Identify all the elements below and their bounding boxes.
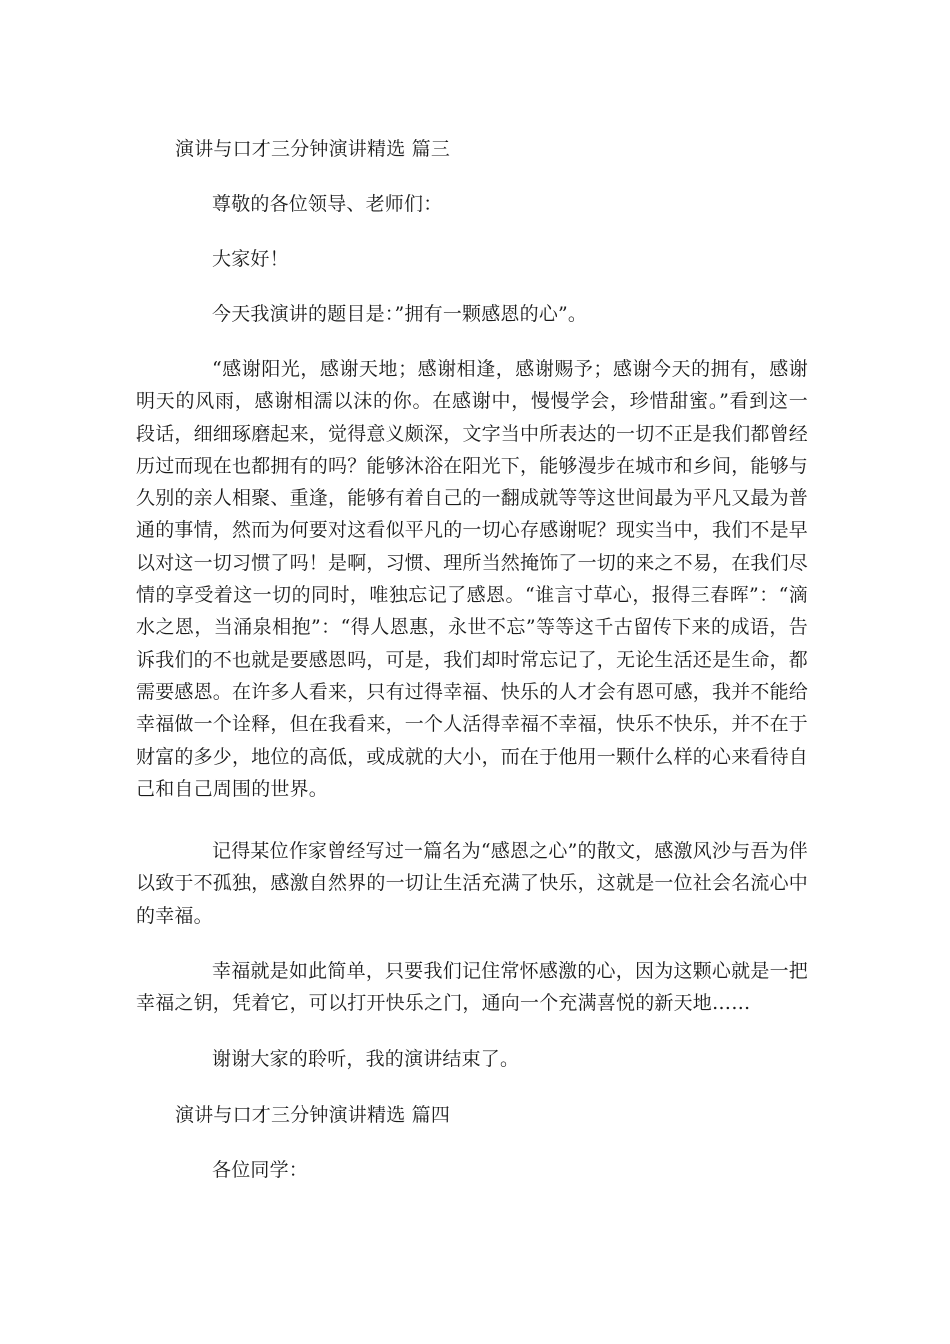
body-paragraph-1: “感谢阳光，感谢天地；感谢相逢，感谢赐予；感谢今天的拥有，感谢明天的风雨，感谢相濡以沫的你。在感谢中，慢慢学会，珍惜甜蜜。”看到这一段话，细细琢磨起来，觉得意义颇深，文字当中所表达的一切不正是我们都曾经历过而现在也都拥有的吗？能够沐浴在阳光下，能够漫步在城市和乡间，能够与久别的亲人相聚、重逢，能够有着自己的一翻成就等等这世间最为平凡又最为普通的事情，然而为何要对这看似平凡的一切心存感谢呢？现实当中，我们不是早以对这一切习惯了吗！是啊，习惯、理所当然掩饰了一切的来之不易，在我们尽情的享受着这一切的同时，唯独忘记了感恩。“谁言寸草心，报得三春晖”：“滴水之恩，当涌泉相抱”：“得人恩惠，永世不忘”等等这千古留传下来的成语，告诉我们的不也就是要感恩吗，可是，我们却时常忘记了，无论生活还是生命，都需要感恩。在许多人看来，只有过得幸福、快乐的人才会有恩可感，我并不能给幸福做一个诠释，但在我看来，一个人活得幸福不幸福，快乐不快乐，并不在于财富的多少，地位的高低，或成就的大小，而在于他用一颗什么样的心来看待自己和自己周围的世界。 xyxy=(136,358,809,800)
greeting-line-4: 各位同学： xyxy=(212,1159,309,1181)
section-title-4: 演讲与口才三分钟演讲精选 篇四 xyxy=(175,1104,451,1126)
topic-line: 今天我演讲的题目是：”拥有一颗感恩的心”。 xyxy=(212,303,588,325)
section-title-3: 演讲与口才三分钟演讲精选 篇三 xyxy=(175,138,451,160)
hello-line: 大家好！ xyxy=(212,248,289,270)
body-paragraph-3: 幸福就是如此简单，只要我们记住常怀感激的心，因为这颗心就是一把幸福之钥，凭着它，可以打开快乐之门，通向一个充满喜悦的新天地…… xyxy=(136,960,808,1015)
closing-line: 谢谢大家的聆听，我的演讲结束了。 xyxy=(212,1048,520,1070)
body-paragraph-2: 记得某位作家曾经写过一篇名为“感恩之心”的散文，感激风沙与吾为伴以致于不孤独，感激自然界的一切让生活充满了快乐，这就是一位社会名流心中的幸福。 xyxy=(136,840,809,927)
greeting-line: 尊敬的各位领导、老师们： xyxy=(212,193,443,215)
